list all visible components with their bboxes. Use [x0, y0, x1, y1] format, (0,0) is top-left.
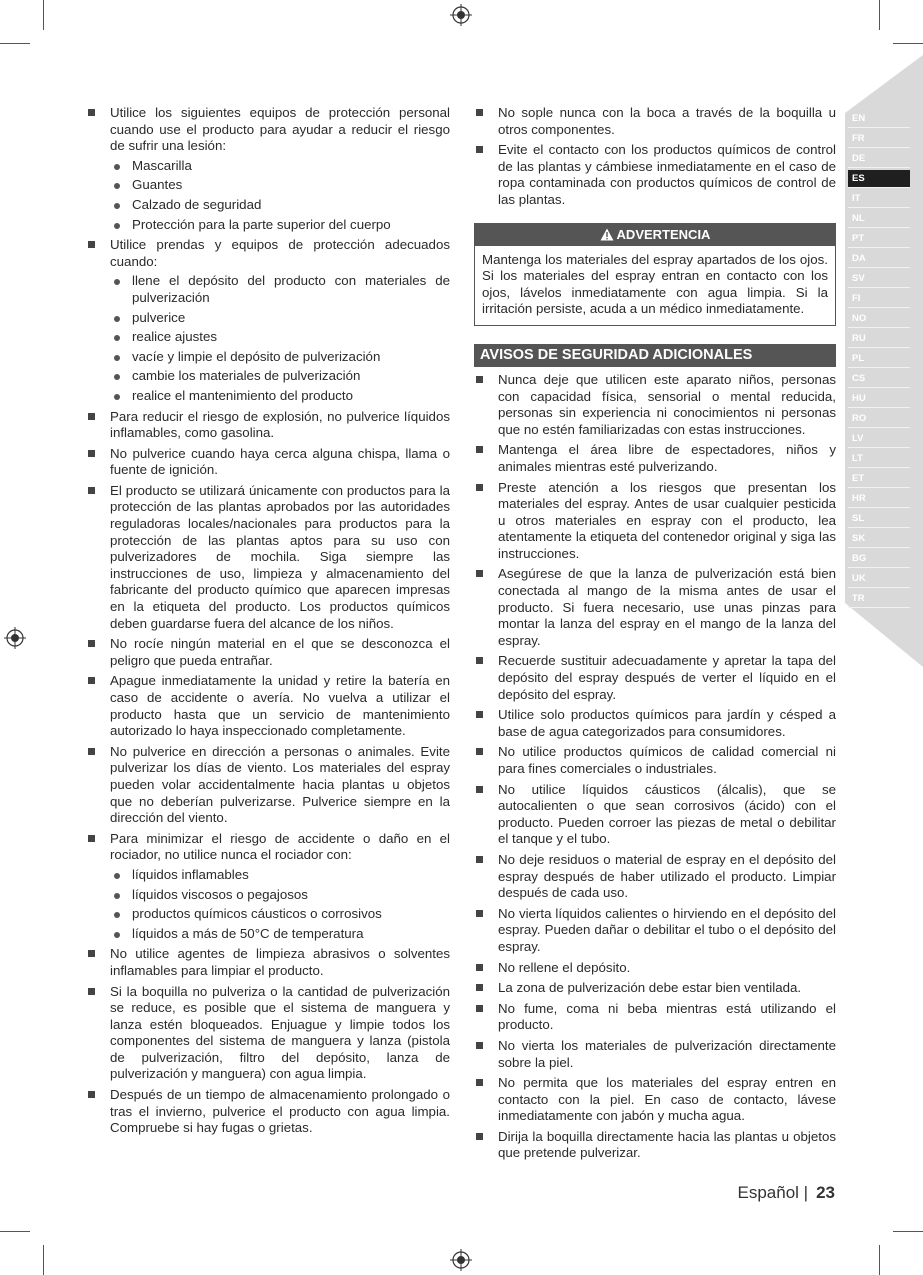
square-bullet-icon — [88, 450, 95, 457]
square-bullet-icon — [88, 413, 95, 420]
square-bullet-icon — [88, 487, 95, 494]
language-tab-sl[interactable]: SL — [848, 510, 910, 528]
round-bullet-icon — [114, 893, 120, 899]
crop-mark — [893, 1231, 923, 1232]
footer-language: Español | — [737, 1183, 809, 1202]
warning-title: ADVERTENCIA — [616, 226, 711, 242]
square-bullet-icon — [476, 856, 483, 863]
square-bullet-icon — [88, 835, 95, 842]
list-item — [86, 946, 450, 979]
list-item — [474, 1129, 836, 1162]
list-item-text: No permita que los materiales del espray entren en contacto con la piel. En caso de contacto, lávese inmediatamente con jabón y mucha agua. — [498, 1075, 836, 1124]
sub-list-item-text: llene el depósito del producto con materiales de pulverización — [132, 273, 450, 305]
sub-list-item-text: productos químicos cáusticos o corrosivos — [132, 906, 382, 922]
list-item-text: Recuerde sustituir adecuadamente y apretar la tapa del depósito del espray después de verter el líquido en el depósito del espray. — [498, 653, 836, 702]
sub-list-item-text: líquidos viscosos o pegajosos — [132, 886, 308, 902]
crop-mark — [0, 43, 30, 44]
round-bullet-icon — [114, 335, 120, 341]
square-bullet-icon — [476, 109, 483, 116]
sub-list-item — [110, 867, 450, 884]
language-tab-et[interactable]: ET — [848, 470, 910, 488]
list-item — [86, 237, 450, 404]
list-item — [474, 980, 836, 997]
square-bullet-icon — [476, 1005, 483, 1012]
page-number: 23 — [816, 1183, 835, 1202]
additional-safety-list — [474, 372, 836, 1162]
language-tab-fr[interactable]: FR — [848, 130, 910, 148]
square-bullet-icon — [88, 748, 95, 755]
sub-list — [110, 158, 450, 233]
square-bullet-icon — [88, 1091, 95, 1098]
list-item — [86, 1087, 450, 1137]
round-bullet-icon — [114, 279, 120, 285]
list-item-text: Mantenga el área libre de espectadores, niños y animales mientras esté pulverizando. — [498, 442, 836, 474]
list-item-text: No deje residuos o material de espray en el depósito del espray después de haber utilizado el producto. Limpiar después de cada uso. — [498, 851, 836, 901]
sub-list-item — [110, 349, 450, 366]
crop-mark — [43, 1245, 44, 1275]
list-item-text: No pulverice cuando haya cerca alguna chispa, llama o fuente de ignición. — [110, 445, 450, 478]
round-bullet-icon — [114, 316, 120, 322]
language-tab-lt[interactable]: LT — [848, 450, 910, 468]
list-item-text: La zona de pulverización debe estar bien ventilada. — [498, 980, 802, 996]
list-item-text: Para minimizar el riesgo de accidente o daño en el rociador, no utilice nunca el rociador con: — [110, 830, 450, 863]
round-bullet-icon — [114, 203, 120, 209]
crop-mark — [43, 0, 44, 30]
sub-list-item-text: líquidos a más de 50°C de temperatura — [132, 925, 364, 941]
warning-header — [475, 224, 835, 246]
list-item — [474, 653, 836, 703]
sub-list-item — [110, 197, 450, 214]
list-item-text: Asegúrese de que la lanza de pulverización está bien conectada al mango de la misma antes de usar el producto. Si fuera necesario, use unas pinzas para montar la lanza del espray en el mango de la lanza del espray. — [498, 566, 836, 648]
language-tab-fi[interactable]: FI — [848, 290, 910, 308]
crop-mark — [879, 0, 880, 30]
square-bullet-icon — [88, 677, 95, 684]
list-item — [474, 480, 836, 563]
sub-list-item-text: Protección para la parte superior del cuerpo — [132, 216, 391, 232]
square-bullet-icon — [476, 484, 483, 491]
language-tab-sv[interactable]: SV — [848, 270, 910, 288]
round-bullet-icon — [114, 394, 120, 400]
list-item-text: Utilice los siguientes equipos de protección personal cuando use el producto para ayudar a reducir el riesgo de sufrir una lesión: — [110, 105, 450, 154]
list-item — [474, 960, 836, 977]
list-item — [474, 1001, 836, 1034]
list-item — [86, 105, 450, 233]
list-item-text: No utilice líquidos cáusticos (álcalis), que se autocalienten o que sean corrosivos (ácido) con el producto. Pueden corroer las piezas de metal o debilitar el tanque y el tubo. — [498, 781, 836, 847]
list-item — [474, 105, 836, 138]
language-tab-no[interactable]: NO — [848, 310, 910, 328]
list-item — [86, 636, 450, 669]
list-item-text: El producto se utilizará únicamente con productos para la protección de las plantas aprobados por las autoridades reguladoras locales/nacionales para productos para la protección de las plantas aptos para su uso con pulverizadores de mochila. Siga siempre las instrucciones de uso, limpieza y almacenamiento del fabricante del producto químico que aparecen impresas en la etiqueta del producto. Los productos químicos deben guardarse fuera del alcance de los niños. — [110, 482, 450, 631]
sub-list-item-text: pulverice — [132, 309, 186, 325]
warning-body: Mantenga los materiales del espray apartados de los ojos. Si los materiales del espray entran en contacto con los ojos, lávelos inmediatamente con agua limpia. Si la irritación persiste, acuda a un médico inmediatamente. — [482, 251, 828, 317]
list-item-text: No pulverice en dirección a personas o animales. Evite pulverizar los días de viento. Los materiales del espray pueden volar accidentalmente hacia plantas u objetos que no deberían pulverizarse. Pulverice siempre en la dirección del viento. — [110, 743, 450, 826]
sub-list-item-text: realice el mantenimiento del producto — [132, 387, 354, 403]
registration-mark-icon — [450, 4, 472, 26]
sub-list-item — [110, 906, 450, 923]
square-bullet-icon — [476, 748, 483, 755]
warning-box — [474, 223, 836, 326]
list-item — [474, 566, 836, 649]
list-item-text: Dirija la boquilla directamente hacia las plantas u objetos que pretende pulverizar. — [498, 1128, 836, 1161]
list-item — [474, 142, 836, 208]
list-item — [86, 446, 450, 479]
language-tab-uk[interactable]: UK — [848, 570, 910, 588]
language-tab-sk[interactable]: SK — [848, 530, 910, 548]
language-tab-hu[interactable]: HU — [848, 390, 910, 408]
list-item — [86, 673, 450, 739]
list-item — [474, 852, 836, 902]
sub-list-item — [110, 158, 450, 175]
list-item — [86, 483, 450, 632]
round-bullet-icon — [114, 355, 120, 361]
sub-list-item-text: cambie los materiales de pulverización — [132, 368, 361, 384]
list-item-text: Apague inmediatamente la unidad y retire la batería en caso de accidente o avería. No vuelva a utilizar el producto hasta que un servicio de mantenimiento autorizado lo haya inspeccionado completamente. — [110, 673, 450, 739]
right-top-list — [474, 105, 836, 209]
registration-mark-icon — [450, 1249, 472, 1271]
list-item — [86, 409, 450, 442]
square-bullet-icon — [476, 1133, 483, 1140]
language-tab-en[interactable]: EN — [848, 110, 910, 128]
language-tab-ro[interactable]: RO — [848, 410, 910, 428]
list-item-text: Preste atención a los riesgos que presentan los materiales del espray. Antes de usar cualquier pesticida u otros materiales en espray con el producto, lea atentamente la etiqueta del contenedor original y siga las instrucciones. — [498, 479, 836, 561]
language-tab-es[interactable]: ES — [848, 170, 910, 188]
list-item-text: Utilice prendas y equipos de protección adecuados cuando: — [110, 237, 450, 269]
list-item — [86, 831, 450, 943]
sub-list-item-text: Mascarilla — [132, 157, 192, 173]
language-tab-cs[interactable]: CS — [848, 370, 910, 388]
list-item-text: Después de un tiempo de almacenamiento prolongado o tras el invierno, pulverice el producto con agua limpia. Compruebe si hay fugas o grietas. — [110, 1087, 450, 1136]
square-bullet-icon — [476, 570, 483, 577]
list-item — [474, 707, 836, 740]
list-item-text: Si la boquilla no pulveriza o la cantidad de pulverización se reduce, es posible que el sistema de manguera y lanza estén bloqueados. Enjuague y limpie todos los componentes del sistema de manguera y lanza (pistola de pulverización, filtro del depósito, lanza de pulverización y manguera) con agua limpia. — [110, 983, 450, 1082]
sub-list-item-text: líquidos inflamables — [132, 866, 249, 882]
sub-list — [110, 867, 450, 942]
list-item — [474, 1075, 836, 1125]
square-bullet-icon — [88, 241, 95, 248]
list-item-text: No vierta los materiales de pulverización directamente sobre la piel. — [498, 1037, 836, 1070]
page-footer — [738, 1183, 836, 1203]
warning-triangle-icon — [600, 228, 614, 241]
round-bullet-icon — [114, 164, 120, 170]
list-item-text: No rocíe ningún material en el que se desconozca el peligro que pueda entrañar. — [110, 636, 450, 668]
crop-mark — [879, 1245, 880, 1275]
square-bullet-icon — [476, 786, 483, 793]
sub-list-item — [110, 926, 450, 943]
list-item-text: No utilice productos químicos de calidad comercial ni para fines comerciales o industriales. — [498, 744, 836, 776]
sub-list-item — [110, 310, 450, 327]
round-bullet-icon — [114, 932, 120, 938]
language-tab-hr[interactable]: HR — [848, 490, 910, 508]
sub-list-item-text: realice ajustes — [132, 329, 217, 345]
list-item — [86, 984, 450, 1084]
list-item — [474, 372, 836, 438]
list-item — [86, 744, 450, 827]
square-bullet-icon — [476, 146, 483, 153]
language-tab-bg[interactable]: BG — [848, 550, 910, 568]
round-bullet-icon — [114, 912, 120, 918]
language-tab-it[interactable]: IT — [848, 190, 910, 208]
sub-list-item — [110, 329, 450, 346]
language-tab-de[interactable]: DE — [848, 150, 910, 168]
sub-list-item-text: Calzado de seguridad — [132, 196, 262, 212]
crop-mark — [0, 1231, 30, 1232]
right-column — [474, 105, 836, 1166]
sub-list-item-text: vacíe y limpie el depósito de pulverización — [132, 348, 381, 364]
sub-list-item — [110, 177, 450, 194]
list-item-text: No rellene el depósito. — [498, 959, 631, 975]
sub-list-item — [110, 273, 450, 306]
language-tab-ru[interactable]: RU — [848, 330, 910, 348]
list-item-text: Nunca deje que utilicen este aparato niños, personas con capacidad física, sensorial o mental reducida, personas sin experiencia ni conocimientos ni personas que no estén familiarizadas con estas instrucciones. — [498, 371, 836, 437]
list-item — [474, 442, 836, 475]
language-tab-lv[interactable]: LV — [848, 430, 910, 448]
language-tab-nl[interactable]: NL — [848, 210, 910, 228]
square-bullet-icon — [476, 1079, 483, 1086]
square-bullet-icon — [476, 711, 483, 718]
sub-list-item — [110, 887, 450, 904]
left-column — [86, 105, 450, 1141]
square-bullet-icon — [476, 910, 483, 917]
language-tab-pt[interactable]: PT — [848, 230, 910, 248]
section-title: AVISOS DE SEGURIDAD ADICIONALES — [474, 344, 836, 367]
round-bullet-icon — [114, 873, 120, 879]
language-tab-tr[interactable]: TR — [848, 590, 910, 608]
list-item-text: Para reducir el riesgo de explosión, no pulverice líquidos inflamables, como gasolina. — [110, 408, 450, 441]
square-bullet-icon — [476, 984, 483, 991]
round-bullet-icon — [114, 223, 120, 229]
round-bullet-icon — [114, 183, 120, 189]
list-item — [474, 782, 836, 848]
list-item-text: No vierta líquidos calientes o hirviendo en el depósito del espray. Pueden dañar o debilitar el tubo o el depósito del espray. — [498, 905, 836, 954]
list-item — [474, 1038, 836, 1071]
sub-list-item — [110, 388, 450, 405]
sub-list — [110, 273, 450, 404]
list-item — [474, 744, 836, 777]
list-item — [474, 906, 836, 956]
square-bullet-icon — [88, 988, 95, 995]
square-bullet-icon — [476, 1042, 483, 1049]
round-bullet-icon — [114, 374, 120, 380]
square-bullet-icon — [476, 376, 483, 383]
language-tab-pl[interactable]: PL — [848, 350, 910, 368]
square-bullet-icon — [88, 640, 95, 647]
square-bullet-icon — [88, 109, 95, 116]
registration-mark-icon — [4, 627, 26, 649]
list-item-text: No fume, coma ni beba mientras está utilizando el producto. — [498, 1000, 836, 1033]
crop-mark — [893, 43, 923, 44]
square-bullet-icon — [476, 657, 483, 664]
language-tab-da[interactable]: DA — [848, 250, 910, 268]
square-bullet-icon — [476, 964, 483, 971]
list-item-text: No utilice agentes de limpieza abrasivos o solventes inflamables para limpiar el producto. — [110, 946, 450, 978]
list-item-text: No sople nunca con la boca a través de la boquilla u otros componentes. — [498, 105, 836, 137]
list-item-text: Utilice solo productos químicos para jardín y césped a base de agua categorizados para consumidores. — [498, 707, 836, 739]
list-item-text: Evite el contacto con los productos químicos de control de las plantas y cámbiese inmediatamente en el caso de ropa contaminada con productos químicos de control de las plantas. — [498, 142, 836, 207]
sub-list-item — [110, 368, 450, 385]
sub-list-item-text: Guantes — [132, 177, 183, 193]
sub-list-item — [110, 217, 450, 234]
square-bullet-icon — [476, 446, 483, 453]
square-bullet-icon — [88, 950, 95, 957]
